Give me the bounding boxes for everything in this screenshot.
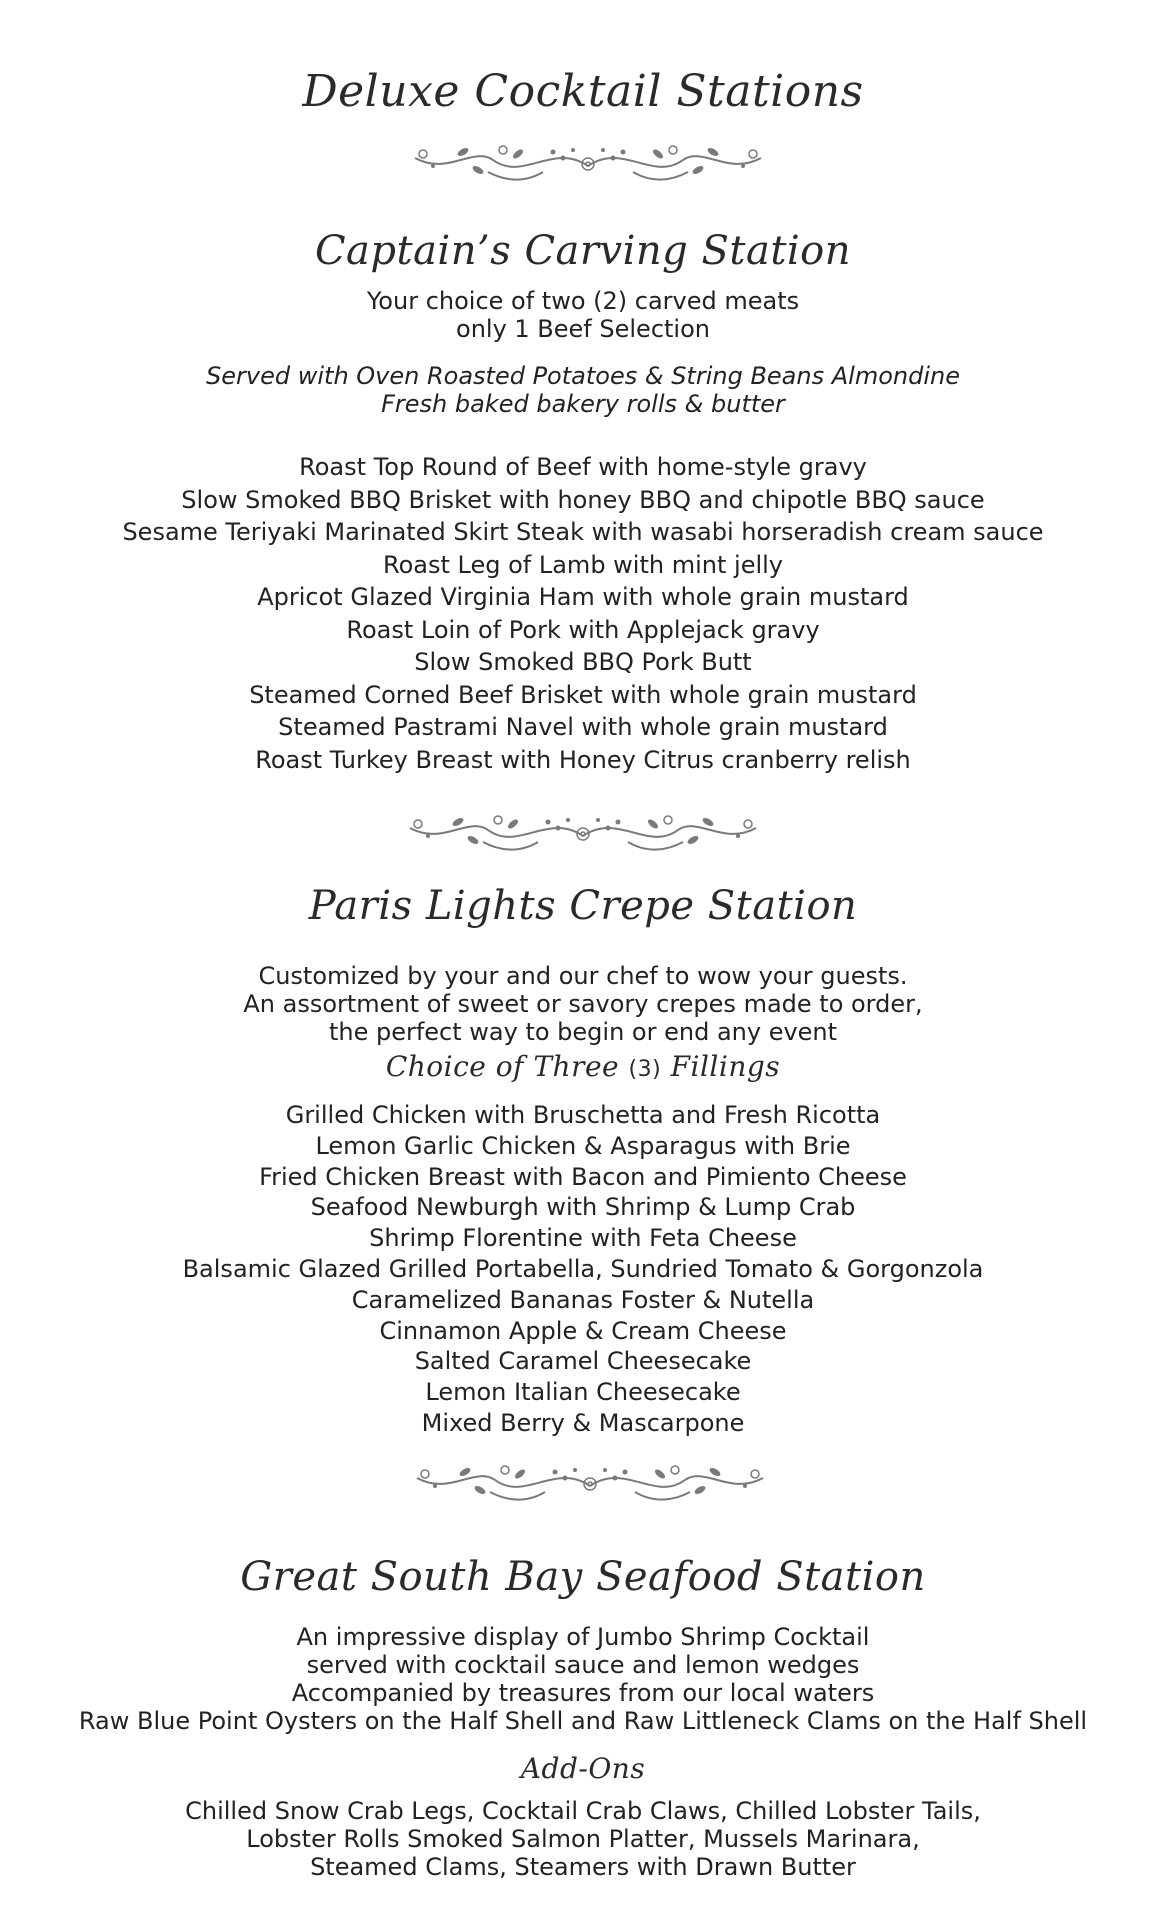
seafood-intro-line: Accompanied by treasures from our local waters	[291, 1679, 875, 1707]
list-item: Slow Smoked BBQ Pork Butt	[414, 648, 752, 676]
seafood-intro-line: served with cocktail sauce and lemon wedges	[306, 1651, 860, 1679]
floral-divider-icon	[398, 806, 768, 858]
list-item: Grilled Chicken with Bruschetta and Fresh Ricotta	[285, 1101, 881, 1129]
list-item: Caramelized Bananas Foster & Nutella	[351, 1285, 815, 1314]
list-item: Slow Smoked BBQ Brisket with honey BBQ and chipotle BBQ sauce	[181, 485, 985, 514]
list-item: Lemon Italian Cheesecake	[425, 1378, 741, 1407]
list-item: Shrimp Florentine with Feta Cheese	[369, 1224, 797, 1253]
list-item: Lemon Garlic Chicken & Asparagus with Brie	[315, 1131, 851, 1160]
list-item: Steamed Pastrami Navel with whole grain mustard	[278, 713, 888, 741]
carving-served-line: Fresh baked bakery rolls & butter	[381, 390, 785, 418]
floral-divider-icon	[403, 136, 773, 188]
carving-meat-list	[0, 451, 1166, 776]
page-title: Deluxe Cocktail Stations	[302, 66, 864, 117]
add-ons-line: Lobster Rolls Smoked Salmon Platter, Mussels Marinara,	[246, 1825, 920, 1853]
crepe-intro-line: Customized by your and our chef to wow your guests.	[258, 962, 908, 990]
list-item: Mixed Berry & Mascarpone	[421, 1408, 745, 1437]
list-item: Cinnamon Apple & Cream Cheese	[379, 1316, 787, 1345]
carving-served-line: Served with Oven Roasted Potatoes & String Beans Almondine	[206, 362, 960, 390]
crepe-intro	[0, 962, 1166, 1046]
list-item: Roast Leg of Lamb with mint jelly	[382, 550, 783, 579]
list-item: Sesame Teriyaki Marinated Skirt Steak with wasabi horseradish cream sauce	[122, 518, 1044, 546]
seafood-intro	[0, 1623, 1166, 1735]
list-item: Roast Top Round of Beef with home-style gravy	[299, 453, 867, 481]
seafood-intro-line: Raw Blue Point Oysters on the Half Shell and Raw Littleneck Clams on the Half Shell	[78, 1707, 1088, 1735]
list-item: Fried Chicken Breast with Bacon and Pimiento Cheese	[259, 1162, 907, 1191]
fillings-heading-count: (3)	[628, 1057, 662, 1082]
seafood-intro-line: An impressive display of Jumbo Shrimp Cocktail	[296, 1623, 870, 1651]
crepe-intro-line: An assortment of sweet or savory crepes made to order,	[243, 990, 923, 1018]
seafood-station-heading: Great South Bay Seafood Station	[240, 1554, 926, 1600]
list-item: Roast Loin of Pork with Applejack gravy	[346, 615, 820, 644]
fillings-heading-pre: Choice of Three	[385, 1050, 620, 1083]
fillings-heading	[0, 1050, 1166, 1083]
floral-divider-icon	[405, 1456, 775, 1508]
carving-intro-line: Your choice of two (2) carved meats	[366, 287, 800, 315]
crepe-intro-line: the perfect way to begin or end any event	[328, 1018, 838, 1046]
carving-intro-line: only 1 Beef Selection	[456, 315, 710, 343]
add-ons-line: Chilled Snow Crab Legs, Cocktail Crab Claws, Chilled Lobster Tails,	[185, 1797, 981, 1825]
crepe-fillings-list	[0, 1100, 1166, 1439]
carving-served-with	[0, 362, 1166, 418]
crepe-station-heading: Paris Lights Crepe Station	[308, 883, 858, 929]
list-item: Roast Turkey Breast with Honey Citrus cranberry relish	[255, 745, 911, 774]
list-item: Balsamic Glazed Grilled Portabella, Sundried Tomato & Gorgonzola	[182, 1254, 984, 1283]
list-item: Steamed Corned Beef Brisket with whole grain mustard	[249, 680, 917, 709]
add-ons-line: Steamed Clams, Steamers with Drawn Butter	[310, 1853, 856, 1881]
list-item: Seafood Newburgh with Shrimp & Lump Crab	[310, 1193, 856, 1222]
add-ons-list	[0, 1797, 1166, 1881]
list-item: Apricot Glazed Virginia Ham with whole grain mustard	[257, 583, 909, 611]
carving-intro	[0, 287, 1166, 343]
add-ons-heading: Add-Ons	[520, 1752, 646, 1785]
fillings-heading-post: Fillings	[670, 1050, 781, 1083]
list-item: Salted Caramel Cheesecake	[414, 1347, 752, 1376]
carving-station-heading: Captain’s Carving Station	[314, 228, 852, 274]
